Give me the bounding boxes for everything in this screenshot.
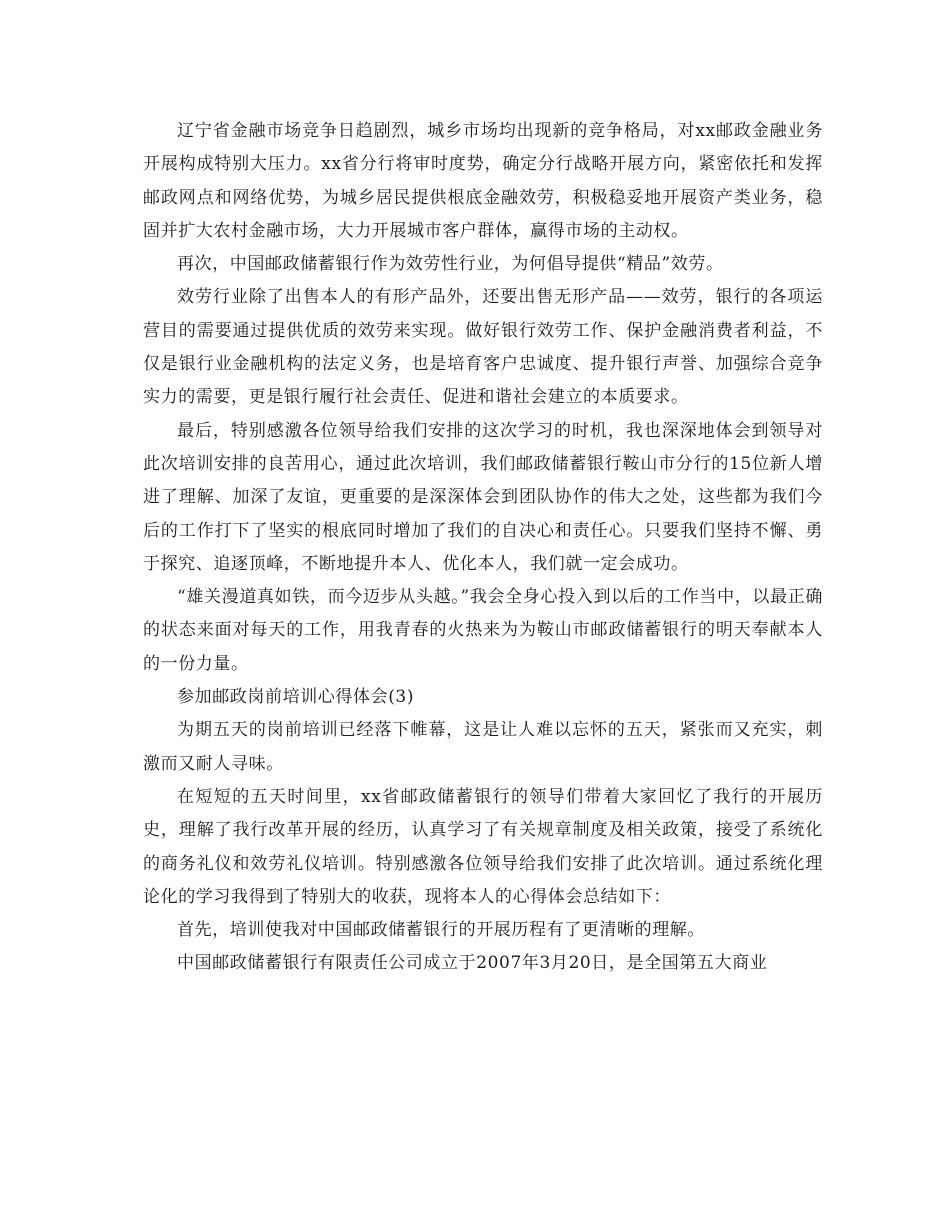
paragraph-quote: “雄关漫道真如铁，而今迈步从头越。”我会全身心投入到以后的工作当中，以最正确的状态来面对每天的工作，用我青春的火热来为为鞍山市邮政储蓄银行的明天奉献本人的一份力量。 (143, 587, 823, 674)
document-body (143, 115, 823, 981)
section-heading: 参加邮政岗前培训心得体会(3) (177, 687, 415, 708)
paragraph-training-end: 为期五天的岗前培训已经落下帷幕，这是让人难以忘怀的五天，紧张而又充实，刺激而又耐人寻味。 (143, 720, 823, 774)
paragraph-service-question: 再次，中国邮政储蓄银行作为效劳性行业，为何倡导提供“精品”效劳。 (177, 254, 724, 275)
paragraph-bank-history: 中国邮政储蓄银行有限责任公司成立于2007年3月20日，是全国第五大商业 (177, 953, 768, 974)
paragraph-five-days: 在短短的五天时间里，xx省邮政储蓄银行的领导们带着大家回忆了我行的开展历史，理解了我行改革开展的经历，认真学习了有关规章制度及相关政策，接受了系统化的商务礼仪和效劳礼仪培训。特别感激各位领导给我们安排了此次培训。通过系统化理论化的学习我得到了特别大的收获，现将本人的心得体会总结如下： (143, 786, 823, 907)
paragraph-service-industry: 效劳行业除了出售本人的有形产品外，还要出售无形产品——效劳，银行的各项运营目的需要通过提供优质的效劳来实现。做好银行效劳工作、保护金融消费者利益，不仅是银行业金融机构的法定义务，也是培育客户忠诚度、提升银行声誉、加强综合竞争实力的需要，更是银行履行社会责任、促进和谐社会建立的本质要求。 (143, 287, 823, 408)
paragraph-first-point: 首先，培训使我对中国邮政储蓄银行的开展历程有了更清晰的理解。 (177, 920, 705, 941)
paragraph-thanks: 最后，特别感激各位领导给我们安排的这次学习的时机，我也深深地体会到领导对此次培训安排的良苦用心，通过此次培训，我们邮政储蓄银行鞍山市分行的15位新人增进了理解、加深了友谊，更重要的是深深体会到团队协作的伟大之处，这些都为我们今后的工作打下了坚实的根底同时增加了我们的自决心和责任心。只要我们坚持不懈、勇于探究、追逐顶峰，不断地提升本人、优化本人，我们就一定会成功。 (143, 420, 823, 574)
paragraph-market-competition: 辽宁省金融市场竞争日趋剧烈，城乡市场均出现新的竞争格局，对xx邮政金融业务开展构成特别大压力。xx省分行将审时度势，确定分行战略开展方向，紧密依托和发挥邮政网点和网络优势，为城乡居民提供根底金融效劳，积极稳妥地开展资产类业务，稳固并扩大农村金融市场，大力开展城市客户群体，赢得市场的主动权。 (143, 121, 823, 241)
